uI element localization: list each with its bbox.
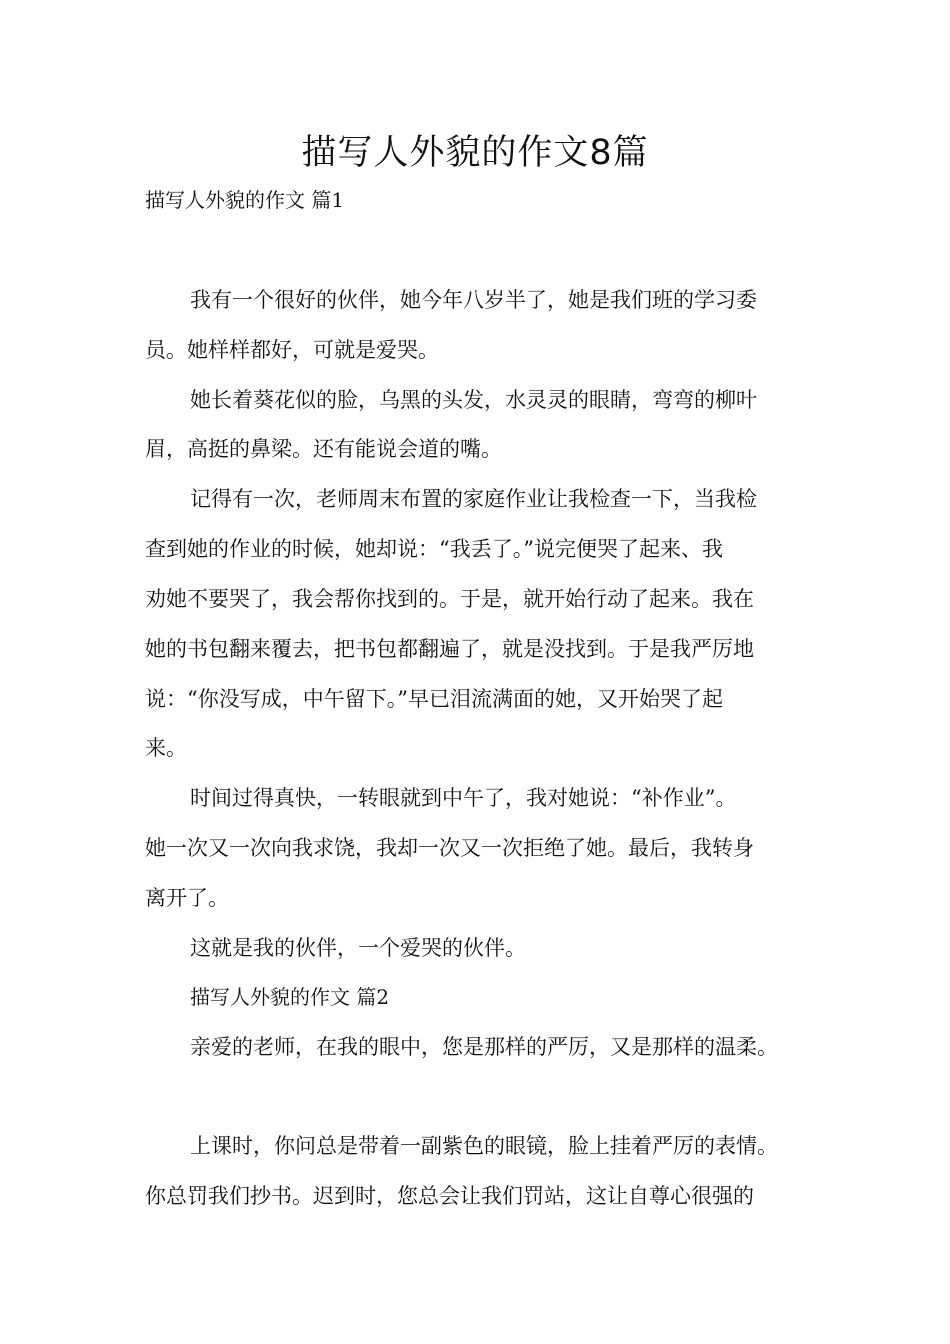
paragraph-line: 她的书包翻来覆去，把书包都翻遍了，就是没找到。于是我严厉地 xyxy=(145,637,754,661)
paragraph-line: 这就是我的伙伴，一个爱哭的伙伴。 xyxy=(190,936,526,960)
paragraph-line: 眉，高挺的鼻梁。还有能说会道的嘴。 xyxy=(145,437,502,461)
paragraph-line: 你总罚我们抄书。迟到时，您总会让我们罚站，这让自尊心很强的 xyxy=(145,1184,754,1208)
paragraph-line: 上课时，你问总是带着一副紫色的眼镜，脸上挂着严厉的表情。 xyxy=(190,1134,778,1158)
paragraph-line: 我有一个很好的伙伴，她今年八岁半了，她是我们班的学习委 xyxy=(190,288,757,312)
document-title: 描写人外貌的作文8篇 xyxy=(301,133,649,173)
paragraph-line: 说：“你没写成，中午留下。”早已泪流满面的她，又开始哭了起 xyxy=(145,687,723,711)
section-heading-2: 描写人外貌的作文 篇2 xyxy=(190,985,390,1009)
section-heading-1: 描写人外貌的作文 篇1 xyxy=(145,188,345,212)
paragraph-line: 亲爱的老师，在我的眼中，您是那样的严厉，又是那样的温柔。 xyxy=(190,1035,778,1059)
paragraph-line: 员。她样样都好，可就是爱哭。 xyxy=(145,338,439,362)
paragraph-line: 记得有一次，老师周末布置的家庭作业让我检查一下，当我检 xyxy=(190,487,757,511)
paragraph-line: 她一次又一次向我求饶，我却一次又一次拒绝了她。最后，我转身 xyxy=(145,836,754,860)
paragraph-line: 她长着葵花似的脸，乌黑的头发，水灵灵的眼睛，弯弯的柳叶 xyxy=(190,388,757,412)
paragraph-line: 劝她不要哭了，我会帮你找到的。于是，就开始行动了起来。我在 xyxy=(145,587,754,611)
paragraph-line: 离开了。 xyxy=(145,886,229,910)
paragraph-line: 来。 xyxy=(145,736,187,760)
paragraph-line: 查到她的作业的时候，她却说：“我丢了。”说完便哭了起来、我 xyxy=(145,537,723,561)
paragraph-line: 时间过得真快，一转眼就到中午了，我对她说：“补作业”。 xyxy=(190,786,737,810)
